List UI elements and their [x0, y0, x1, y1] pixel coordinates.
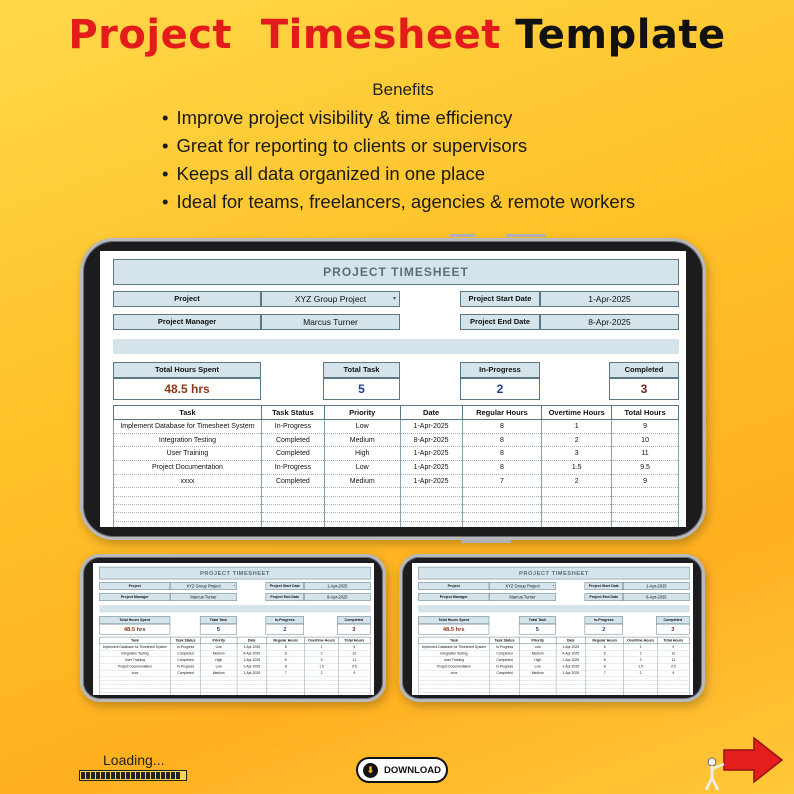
table-cell[interactable]: 2 [542, 474, 612, 488]
table-cell[interactable]: In-Progress [170, 644, 200, 651]
total-hours-label: Total Hours Spent [113, 362, 261, 378]
column-header: Date [237, 637, 267, 644]
table-cell[interactable] [261, 496, 324, 504]
timesheet [93, 563, 374, 695]
table-header-row [99, 637, 370, 644]
table-cell[interactable]: 9 [612, 474, 679, 488]
table-cell[interactable]: Completed [489, 670, 519, 677]
start-date-value[interactable]: 1-Apr-2025 [540, 291, 679, 307]
table-cell[interactable]: xxxx [418, 670, 489, 677]
table-cell[interactable]: 8 [586, 663, 624, 670]
table-cell[interactable]: High [201, 657, 237, 664]
phone-side-button [461, 540, 511, 543]
large-phone-mockup [80, 238, 706, 540]
table-cell[interactable]: Integration Testing [99, 650, 170, 657]
project-select[interactable] [261, 291, 400, 307]
table-cell[interactable]: 9.5 [338, 663, 370, 670]
column-header: Task [418, 637, 489, 644]
table-cell[interactable]: Low [520, 644, 556, 651]
sheet-title: PROJECT TIMESHEET [113, 259, 679, 285]
table-header-row [114, 406, 679, 420]
table-cell[interactable]: 8-Apr-2025 [400, 433, 462, 447]
benefits-list [162, 104, 635, 216]
table-row[interactable] [114, 461, 679, 475]
download-label: DOWNLOAD [384, 764, 441, 776]
table-cell[interactable]: Integration Testing [418, 650, 489, 657]
table-cell[interactable]: Project Documentation [418, 663, 489, 670]
table-row[interactable] [114, 447, 679, 461]
table-cell[interactable] [612, 513, 679, 521]
table-cell[interactable] [338, 693, 370, 695]
table-cell[interactable]: Completed [261, 433, 324, 447]
table-cell[interactable]: Completed [170, 670, 200, 677]
in-progress-label: In-Progress [266, 616, 304, 624]
table-cell[interactable] [170, 693, 200, 695]
table-cell[interactable]: 1.5 [305, 663, 338, 670]
table-cell[interactable] [261, 505, 324, 513]
download-button[interactable] [356, 757, 448, 783]
table-cell[interactable]: 10 [657, 650, 689, 657]
table-cell[interactable]: In-Progress [170, 663, 200, 670]
table-cell[interactable]: 2 [624, 650, 657, 657]
table-cell[interactable]: 10 [612, 433, 679, 447]
table-cell[interactable]: In-Progress [489, 663, 519, 670]
in-progress-value: 2 [460, 378, 540, 400]
project-select[interactable] [489, 582, 556, 590]
column-header: Task Status [261, 406, 324, 420]
table-cell[interactable]: 8-Apr-2025 [237, 650, 267, 657]
table-cell[interactable] [400, 505, 462, 513]
table-cell[interactable]: 8 [267, 657, 305, 664]
column-header: Total Hours [338, 637, 370, 644]
table-cell[interactable]: Completed [170, 650, 200, 657]
column-header: Regular Hours [462, 406, 542, 420]
table-cell[interactable]: Medium [520, 670, 556, 677]
table-cell[interactable]: 1-Apr-2025 [400, 420, 462, 434]
table-row-empty[interactable] [114, 521, 679, 527]
table-row-empty[interactable] [99, 693, 370, 695]
end-date-label: Project End Date [266, 593, 304, 601]
table-cell[interactable]: User Training [99, 657, 170, 664]
table-cell[interactable]: 2 [542, 433, 612, 447]
table-cell[interactable] [612, 496, 679, 504]
table-cell[interactable]: Completed [261, 447, 324, 461]
table-cell[interactable]: 11 [612, 447, 679, 461]
total-task-label: Total Task [200, 616, 237, 624]
table-cell[interactable]: High [520, 657, 556, 664]
column-header: Regular Hours [267, 637, 305, 644]
table-cell[interactable]: 1-Apr-2025 [556, 657, 586, 664]
separator-strip [113, 339, 679, 354]
task-table [99, 637, 370, 695]
table-cell[interactable]: Completed [170, 657, 200, 664]
table-cell[interactable]: 2 [305, 670, 338, 677]
column-header: Overtime Hours [305, 637, 338, 644]
table-cell[interactable]: Low [201, 663, 237, 670]
project-value: XYZ Group Project [294, 294, 367, 304]
table-cell[interactable]: Completed [489, 650, 519, 657]
table-cell[interactable]: 8 [462, 461, 542, 475]
sheet-mount [93, 563, 374, 695]
table-cell[interactable] [261, 521, 324, 527]
small-phone-mockup-left [80, 554, 386, 702]
project-value: XYZ Group Project [505, 583, 540, 589]
in-progress-label: In-Progress [460, 362, 540, 378]
start-date-value[interactable]: 1-Apr-2025 [304, 582, 371, 590]
phone-side-button [506, 234, 546, 237]
project-label: Project [99, 582, 170, 590]
loading-label: Loading... [103, 752, 165, 768]
table-cell[interactable] [114, 513, 262, 521]
benefit-item: • Keeps all data organized in one place [162, 160, 635, 188]
table-header-row [418, 637, 689, 644]
table-cell[interactable]: 10 [338, 650, 370, 657]
timesheet [100, 251, 686, 527]
table-cell[interactable] [237, 693, 267, 695]
table-cell[interactable]: 1-Apr-2025 [556, 644, 586, 651]
table-cell[interactable] [586, 693, 624, 695]
table-cell[interactable]: 8 [586, 644, 624, 651]
separator-strip [99, 605, 370, 612]
table-cell[interactable]: 11 [657, 657, 689, 664]
table-cell[interactable] [400, 521, 462, 527]
table-cell[interactable] [324, 496, 400, 504]
start-date-label: Project Start Date [585, 582, 623, 590]
table-cell[interactable]: 8 [267, 650, 305, 657]
table-cell[interactable]: Medium [201, 670, 237, 677]
table-cell[interactable]: In-Progress [261, 420, 324, 434]
end-date-label: Project End Date [460, 314, 540, 330]
table-cell[interactable]: 1-Apr-2025 [237, 644, 267, 651]
column-header: Priority [201, 637, 237, 644]
completed-label: Completed [656, 616, 690, 624]
end-date-label: Project End Date [585, 593, 623, 601]
table-cell[interactable] [400, 488, 462, 496]
total-hours-value: 48.5 hrs [99, 624, 170, 635]
table-cell[interactable]: 9.5 [657, 663, 689, 670]
table-cell[interactable] [520, 693, 556, 695]
table-cell[interactable] [324, 505, 400, 513]
table-cell[interactable]: 3 [624, 657, 657, 664]
manager-value[interactable]: Marcus Turner [170, 593, 237, 601]
table-cell[interactable] [324, 521, 400, 527]
sheet-title: PROJECT TIMESHEET [99, 567, 370, 579]
total-task-value: 5 [200, 624, 237, 635]
table-cell[interactable] [324, 488, 400, 496]
table-cell[interactable] [99, 693, 170, 695]
table-cell[interactable] [542, 521, 612, 527]
phone-side-button [450, 234, 476, 237]
table-cell[interactable]: 1 [305, 644, 338, 651]
table-cell[interactable]: 1-Apr-2025 [237, 657, 267, 664]
sheet-mount [412, 563, 693, 695]
table-cell[interactable] [462, 505, 542, 513]
table-cell[interactable]: 1.5 [542, 461, 612, 475]
start-date-value[interactable]: 1-Apr-2025 [623, 582, 690, 590]
total-hours-label: Total Hours Spent [99, 616, 170, 624]
table-cell[interactable] [462, 496, 542, 504]
table-cell[interactable] [542, 496, 612, 504]
column-header: Total Hours [612, 406, 679, 420]
table-cell[interactable]: 1 [624, 644, 657, 651]
column-header: Task Status [170, 637, 200, 644]
table-row-empty[interactable] [418, 693, 689, 695]
page-title: Project Timesheet Template [68, 12, 726, 58]
table-cell[interactable] [542, 513, 612, 521]
table-row-empty[interactable] [114, 496, 679, 504]
benefit-item: • Improve project visibility & time efficiency [162, 104, 635, 132]
sheet-mount [100, 251, 686, 527]
project-label: Project [113, 291, 261, 307]
completed-label: Completed [609, 362, 679, 378]
table-cell[interactable]: 1-Apr-2025 [556, 663, 586, 670]
table-cell[interactable] [556, 693, 586, 695]
table-cell[interactable] [624, 693, 657, 695]
total-task-value: 5 [519, 624, 556, 635]
table-cell[interactable]: Medium [520, 650, 556, 657]
table-cell[interactable]: Medium [324, 474, 400, 488]
column-header: Overtime Hours [542, 406, 612, 420]
table-cell[interactable]: 8 [586, 650, 624, 657]
in-progress-label: In-Progress [585, 616, 623, 624]
table-cell[interactable]: 11 [338, 657, 370, 664]
table-cell[interactable]: 1.5 [624, 663, 657, 670]
total-task-label: Total Task [323, 362, 400, 378]
completed-value: 3 [656, 624, 690, 635]
table-cell[interactable]: Low [520, 663, 556, 670]
table-cell[interactable]: 3 [305, 657, 338, 664]
table-cell[interactable]: 9 [657, 670, 689, 677]
table-cell[interactable]: In-Progress [261, 461, 324, 475]
table-cell[interactable]: Low [201, 644, 237, 651]
table-cell[interactable] [462, 513, 542, 521]
table-cell[interactable] [114, 488, 262, 496]
table-cell[interactable]: 1 [542, 420, 612, 434]
total-hours-label: Total Hours Spent [418, 616, 489, 624]
timesheet [412, 563, 693, 695]
column-header: Overtime Hours [624, 637, 657, 644]
table-row[interactable] [114, 433, 679, 447]
total-task-label: Total Task [519, 616, 556, 624]
table-cell[interactable] [542, 488, 612, 496]
table-row[interactable] [114, 474, 679, 488]
total-hours-value: 48.5 hrs [418, 624, 489, 635]
table-cell[interactable]: Completed [489, 657, 519, 664]
column-header: Priority [520, 637, 556, 644]
table-cell[interactable]: High [324, 447, 400, 461]
table-cell[interactable]: Medium [201, 650, 237, 657]
project-label: Project [418, 582, 489, 590]
end-date-value[interactable]: 8-Apr-2025 [304, 593, 371, 601]
table-cell[interactable]: Low [324, 420, 400, 434]
table-cell[interactable]: xxxx [114, 474, 262, 488]
manager-label: Project Manager [99, 593, 170, 601]
table-cell[interactable] [305, 693, 338, 695]
download-icon: ⬇ [363, 763, 378, 778]
table-cell[interactable] [612, 505, 679, 513]
completed-label: Completed [337, 616, 371, 624]
table-cell[interactable]: Project Documentation [99, 663, 170, 670]
column-header: Regular Hours [586, 637, 624, 644]
column-header: Total Hours [657, 637, 689, 644]
table-cell[interactable] [324, 513, 400, 521]
table-row-empty[interactable] [114, 488, 679, 496]
table-cell[interactable] [400, 513, 462, 521]
phone-screen [93, 563, 374, 695]
table-cell[interactable] [201, 693, 237, 695]
table-row[interactable] [114, 420, 679, 434]
column-header: Task [99, 637, 170, 644]
table-cell[interactable] [462, 521, 542, 527]
column-header: Task Status [489, 637, 519, 644]
chevron-down-icon: ▾ [552, 584, 554, 588]
table-cell[interactable]: 2 [624, 670, 657, 677]
table-cell[interactable]: Implement Database for Timesheet System [99, 644, 170, 651]
table-cell[interactable] [114, 496, 262, 504]
phone-screen [412, 563, 693, 695]
table-cell[interactable]: Implement Database for Timesheet System [114, 420, 262, 434]
table-cell[interactable]: 9 [338, 670, 370, 677]
separator-strip [418, 605, 689, 612]
table-cell[interactable]: xxxx [99, 670, 170, 677]
manager-label: Project Manager [418, 593, 489, 601]
loading-progress-bar [79, 770, 187, 781]
table-cell[interactable]: Medium [324, 433, 400, 447]
table-cell[interactable]: 9.5 [612, 461, 679, 475]
table-cell[interactable]: User Training [114, 447, 262, 461]
column-header: Priority [324, 406, 400, 420]
arrow-figure-icon [700, 736, 784, 792]
total-hours-value: 48.5 hrs [113, 378, 261, 400]
column-header: Date [400, 406, 462, 420]
table-cell[interactable]: 9 [657, 644, 689, 651]
table-row-empty[interactable] [114, 513, 679, 521]
table-cell[interactable] [462, 488, 542, 496]
table-cell[interactable]: 1-Apr-2025 [237, 663, 267, 670]
table-cell[interactable]: 8 [462, 433, 542, 447]
table-cell[interactable]: 8 [267, 663, 305, 670]
table-cell[interactable]: In-Progress [489, 644, 519, 651]
table-cell[interactable] [612, 521, 679, 527]
project-value: XYZ Group Project [186, 583, 221, 589]
table-cell[interactable]: User Training [418, 657, 489, 664]
phone-screen [100, 251, 686, 527]
table-cell[interactable]: 7 [462, 474, 542, 488]
table-cell[interactable]: 9 [338, 644, 370, 651]
manager-label: Project Manager [113, 314, 261, 330]
sheet-title: PROJECT TIMESHEET [418, 567, 689, 579]
total-task-value: 5 [323, 378, 400, 400]
table-cell[interactable]: 7 [586, 670, 624, 677]
table-cell[interactable]: 9 [612, 420, 679, 434]
manager-value[interactable]: Marcus Turner [489, 593, 556, 601]
table-cell[interactable]: 1-Apr-2025 [237, 670, 267, 677]
project-select[interactable] [170, 582, 237, 590]
table-cell[interactable] [114, 505, 262, 513]
benefit-item: • Great for reporting to clients or supervisors [162, 132, 635, 160]
start-date-label: Project Start Date [460, 291, 540, 307]
table-cell[interactable]: Completed [261, 474, 324, 488]
manager-value[interactable]: Marcus Turner [261, 314, 400, 330]
table-cell[interactable] [657, 693, 689, 695]
table-row-empty[interactable] [114, 505, 679, 513]
chevron-down-icon: ▾ [392, 296, 396, 302]
table-cell[interactable] [489, 693, 519, 695]
table-cell[interactable]: Integration Testing [114, 433, 262, 447]
table-cell[interactable] [418, 693, 489, 695]
end-date-value[interactable]: 8-Apr-2025 [540, 314, 679, 330]
table-cell[interactable] [400, 496, 462, 504]
table-cell[interactable]: 2 [305, 650, 338, 657]
table-cell[interactable]: 1-Apr-2025 [400, 461, 462, 475]
table-cell[interactable] [261, 513, 324, 521]
in-progress-value: 2 [266, 624, 304, 635]
small-phone-mockup-right [399, 554, 705, 702]
table-cell[interactable]: 1-Apr-2025 [400, 474, 462, 488]
table-cell[interactable]: 1-Apr-2025 [556, 670, 586, 677]
table-cell[interactable]: 7 [267, 670, 305, 677]
completed-value: 3 [609, 378, 679, 400]
table-cell[interactable] [612, 488, 679, 496]
table-cell[interactable]: 8 [462, 420, 542, 434]
completed-value: 3 [337, 624, 371, 635]
table-cell[interactable]: 8 [267, 644, 305, 651]
task-table [113, 405, 679, 527]
table-cell[interactable]: Low [324, 461, 400, 475]
table-cell[interactable]: 8 [462, 447, 542, 461]
column-header: Task [114, 406, 262, 420]
table-cell[interactable] [261, 488, 324, 496]
table-cell[interactable] [542, 505, 612, 513]
task-table [418, 637, 689, 695]
table-cell[interactable]: Project Documentation [114, 461, 262, 475]
column-header: Date [556, 637, 586, 644]
benefit-item: • Ideal for teams, freelancers, agencies & remote workers [162, 188, 635, 216]
table-cell[interactable]: 8 [586, 657, 624, 664]
in-progress-value: 2 [585, 624, 623, 635]
chevron-down-icon: ▾ [233, 584, 235, 588]
start-date-label: Project Start Date [266, 582, 304, 590]
table-cell[interactable] [267, 693, 305, 695]
table-cell[interactable]: 1-Apr-2025 [400, 447, 462, 461]
benefits-title: Benefits [372, 80, 434, 99]
end-date-value[interactable]: 8-Apr-2025 [623, 593, 690, 601]
table-cell[interactable]: Implement Database for Timesheet System [418, 644, 489, 651]
table-cell[interactable]: 8-Apr-2025 [556, 650, 586, 657]
table-cell[interactable]: 3 [542, 447, 612, 461]
table-cell[interactable] [114, 521, 262, 527]
